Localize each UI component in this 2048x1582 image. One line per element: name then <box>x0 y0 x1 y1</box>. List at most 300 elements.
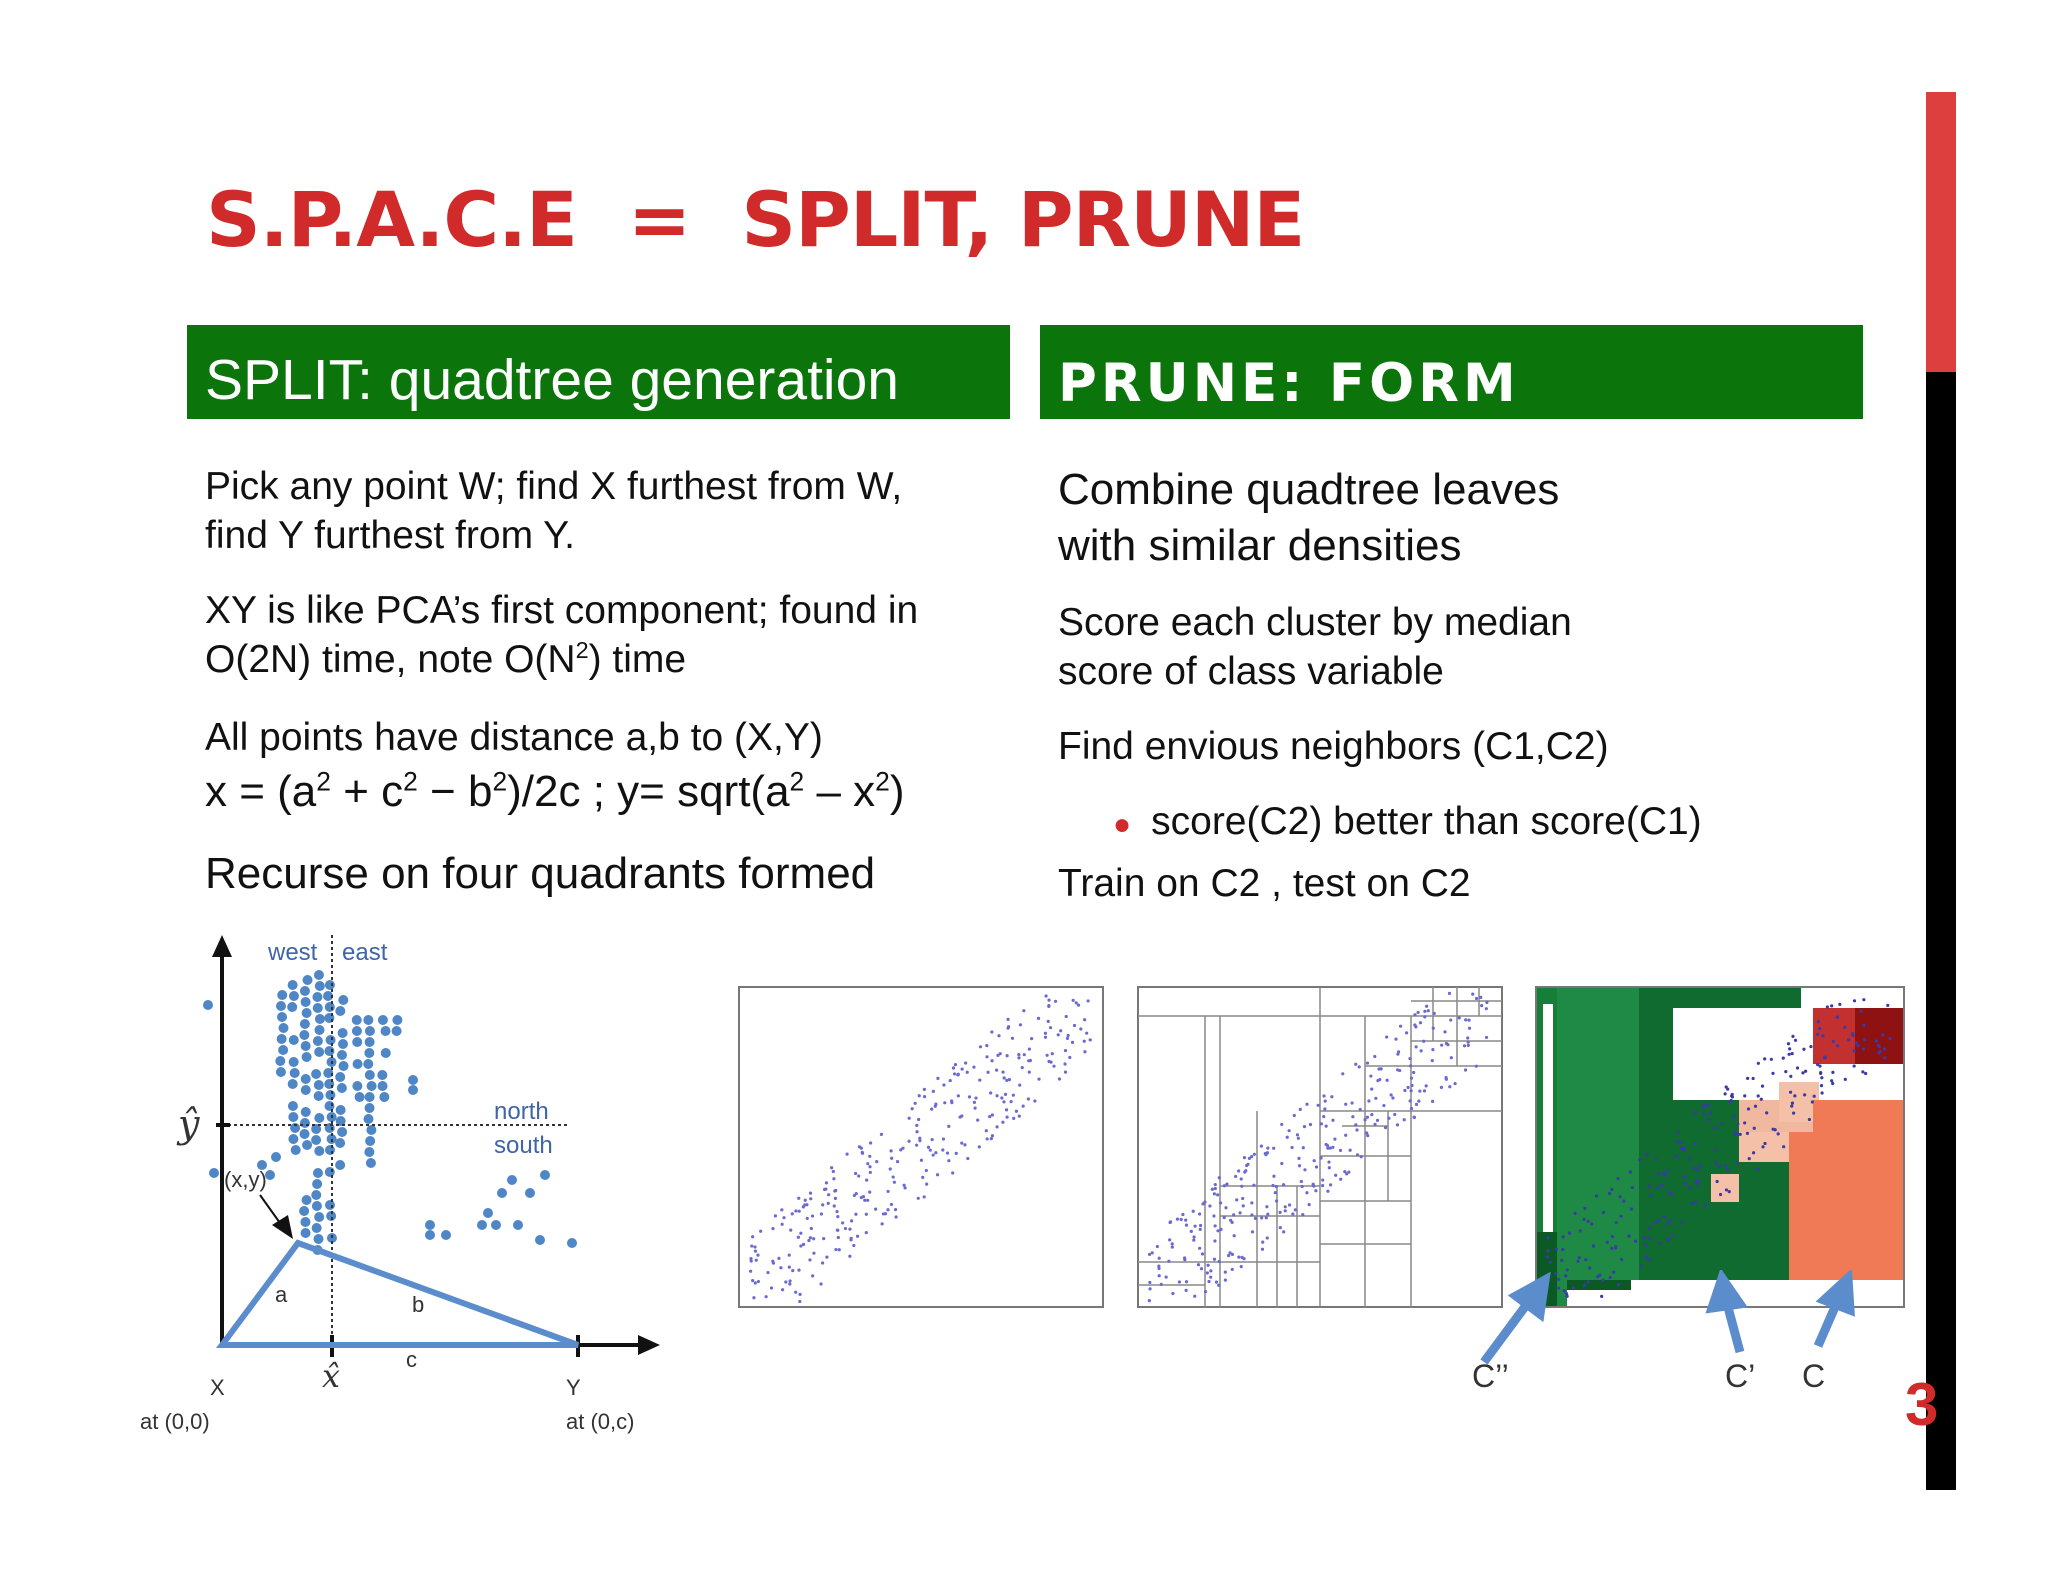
scatter-point <box>1420 1049 1423 1052</box>
scatter-point <box>1047 998 1050 1001</box>
data-point <box>337 1083 347 1093</box>
scatter-point <box>1331 1119 1334 1122</box>
scatter-point <box>991 1134 994 1137</box>
scatter-point <box>1853 999 1856 1002</box>
scatter-point <box>1206 1264 1209 1267</box>
scatter-point <box>823 1188 826 1191</box>
data-point <box>289 1035 299 1045</box>
scatter-point <box>1321 1178 1324 1181</box>
scatter-point <box>1403 1118 1406 1121</box>
scatter-point <box>1301 1185 1304 1188</box>
scatter-point <box>1351 1115 1354 1118</box>
scatter-point <box>1293 1114 1296 1117</box>
y-axis-arrow <box>212 935 232 957</box>
scatter-point <box>1017 1056 1020 1059</box>
scatter-point <box>1017 1053 1020 1056</box>
scatter-point <box>1360 1155 1363 1158</box>
sidebar-accent-black <box>1926 372 1956 1490</box>
scatter-point <box>1083 1050 1086 1053</box>
scatter-point <box>1743 1121 1746 1124</box>
data-point <box>325 1200 335 1210</box>
scatter-point <box>811 1274 814 1277</box>
data-point <box>277 1012 287 1022</box>
scatter-point <box>968 1095 971 1098</box>
scatter-point <box>788 1279 791 1282</box>
scatter-point <box>1432 1027 1435 1030</box>
scatter-point <box>1709 1112 1712 1115</box>
scatter-point <box>1647 1237 1650 1240</box>
scatter-point <box>1688 1186 1691 1189</box>
scatter-point <box>1549 1261 1552 1264</box>
scatter-point <box>1384 1126 1387 1129</box>
scatter-point <box>1261 1241 1264 1244</box>
scatter-point <box>771 1227 774 1230</box>
scatter-point <box>1021 1066 1024 1069</box>
scatter-point <box>1243 1156 1246 1159</box>
scatter-point <box>930 1108 933 1111</box>
scatter-point <box>1064 1071 1067 1074</box>
scatter-point <box>1394 1038 1397 1041</box>
scatter-point <box>1059 1029 1062 1032</box>
data-point <box>363 1015 373 1025</box>
scatter-point <box>1706 1104 1709 1107</box>
scatter-point <box>1374 1097 1377 1100</box>
scatter-point <box>1157 1267 1160 1270</box>
scatter-point <box>1051 1052 1054 1055</box>
scatter-point <box>1415 1045 1418 1048</box>
scatter-point <box>1224 1206 1227 1209</box>
scatter-point <box>1363 1118 1366 1121</box>
scatter-point <box>749 1270 752 1273</box>
scatter-point <box>797 1236 800 1239</box>
data-point <box>279 1023 289 1033</box>
scatter-point <box>1415 1103 1418 1106</box>
xy-label: (x,y) <box>224 1167 267 1192</box>
scatter-point <box>942 1137 945 1140</box>
scatter-point <box>1049 1060 1052 1063</box>
scatter-point <box>1853 1049 1856 1052</box>
scatter-point <box>1333 1138 1336 1141</box>
data-point <box>291 1145 301 1155</box>
scatter-point <box>1450 1056 1453 1059</box>
scatter-point <box>1821 1034 1824 1037</box>
scatter-point <box>788 1266 791 1269</box>
data-point <box>355 1092 365 1102</box>
cluster-label-c: C <box>1802 1358 1826 1394</box>
c-arrowhead <box>1824 1278 1850 1310</box>
scatter-point <box>1181 1213 1184 1216</box>
scatter-point <box>1001 1121 1004 1124</box>
scatter-point <box>1817 1020 1820 1023</box>
scatter-point <box>1467 1044 1470 1047</box>
scatter-point <box>845 1153 848 1156</box>
slide-title: S.P.A.C.E = SPLIT, PRUNE <box>206 175 1305 264</box>
scatter-point <box>1820 1076 1823 1079</box>
scatter-point <box>1305 1103 1308 1106</box>
data-point <box>365 1037 375 1047</box>
scatter-point <box>1260 1144 1263 1147</box>
scatter-point <box>1719 1193 1722 1196</box>
scatter-point <box>1349 1149 1352 1152</box>
scatter-point <box>894 1208 897 1211</box>
scatter-point <box>1198 1212 1201 1215</box>
scatter-point <box>1878 1045 1881 1048</box>
scatter-point <box>1816 1033 1819 1036</box>
scatter-point <box>807 1239 810 1242</box>
split-p2-line1: XY is like PCA’s first component; found in <box>205 589 919 632</box>
scatter-point <box>1300 1180 1303 1183</box>
scatter-point <box>1660 1184 1663 1187</box>
data-point <box>339 1061 349 1071</box>
scatter-point <box>991 1113 994 1116</box>
scatter-point <box>1313 1159 1316 1162</box>
scatter-point <box>1029 1059 1032 1062</box>
scatter-point <box>1006 1054 1009 1057</box>
scatter-point <box>1631 1186 1634 1189</box>
scatter-point <box>941 1148 944 1151</box>
scatter-point <box>1422 1040 1425 1043</box>
scatter-point <box>1676 1140 1679 1143</box>
scatter-point <box>1280 1162 1283 1165</box>
scatter-point <box>1231 1253 1234 1256</box>
prune-bullet-item <box>1113 797 1702 849</box>
scatter-point <box>1303 1125 1306 1128</box>
scatter-point <box>1406 1086 1409 1089</box>
data-point <box>540 1170 550 1180</box>
scatter-point <box>976 1118 979 1121</box>
scatter-point <box>774 1214 777 1217</box>
scatter-point <box>950 1099 953 1102</box>
scatter-point <box>1647 1226 1650 1229</box>
scatter-point <box>1463 1044 1466 1047</box>
scatter-point <box>1272 1175 1275 1178</box>
scatter-point <box>1198 1247 1201 1250</box>
scatter-point <box>1047 1020 1050 1023</box>
data-point <box>301 1107 311 1117</box>
scatter-point <box>1448 1085 1451 1088</box>
scatter-point <box>1248 1157 1251 1160</box>
scatter-point <box>1344 1134 1347 1137</box>
scatter-point <box>854 1172 857 1175</box>
scatter-point <box>1009 1100 1012 1103</box>
scatter-point <box>791 1212 794 1215</box>
scatter-point <box>990 1137 993 1140</box>
scatter-point <box>1049 1026 1052 1029</box>
scatter-point <box>1324 1099 1327 1102</box>
scatter-point <box>915 1124 918 1127</box>
scatter-point <box>961 1067 964 1070</box>
data-point <box>352 1015 362 1025</box>
scatter-point <box>1241 1197 1244 1200</box>
scatter-point <box>1757 1062 1760 1065</box>
scatter-point <box>1057 1033 1060 1036</box>
scatter-point <box>920 1159 923 1162</box>
scatter-point <box>1399 1025 1402 1028</box>
scatter-point <box>809 1236 812 1239</box>
scatter-point <box>1883 1047 1886 1050</box>
scatter-point <box>1667 1238 1670 1241</box>
scatter-point <box>1458 1016 1461 1019</box>
prune-p1-line1: Combine quadtree leaves <box>1058 465 1560 514</box>
scatter-point <box>1853 1064 1856 1067</box>
scatter-point <box>827 1193 830 1196</box>
scatter-point <box>1044 1032 1047 1035</box>
scatter-point <box>1354 1063 1357 1066</box>
scatter-point <box>934 1105 937 1108</box>
scatter-point <box>1339 1178 1342 1181</box>
scatter-point <box>1724 1092 1727 1095</box>
scatter-point <box>1350 1101 1353 1104</box>
scatter-point <box>865 1213 868 1216</box>
scatter-point <box>821 1203 824 1206</box>
scatter-point <box>1158 1274 1161 1277</box>
scatter-point <box>925 1183 928 1186</box>
east-label: east <box>342 939 388 966</box>
scatter-point <box>750 1259 753 1262</box>
data-point <box>325 1167 335 1177</box>
scatter-point <box>1694 1181 1697 1184</box>
data-point <box>288 1079 298 1089</box>
data-point <box>335 1160 345 1170</box>
scatter-point <box>772 1261 775 1264</box>
scatter-point <box>1606 1241 1609 1244</box>
scatter-point <box>1793 1094 1796 1097</box>
scatter-point <box>923 1195 926 1198</box>
scatter-point <box>1444 1076 1447 1079</box>
scatter-point <box>1030 1037 1033 1040</box>
prune-paragraph-4: Train on C2 , test on C2 <box>1058 862 1471 905</box>
scatter-point <box>1739 1133 1742 1136</box>
scatter-point <box>1818 1027 1821 1030</box>
scatter-point <box>1297 1137 1300 1140</box>
north-label: north <box>494 1098 549 1125</box>
scatter-point <box>794 1209 797 1212</box>
data-point <box>379 1092 389 1102</box>
scatter-point <box>1412 1071 1415 1074</box>
scatter-point <box>789 1229 792 1232</box>
scatter-point <box>1693 1111 1696 1114</box>
scatter-point <box>1171 1245 1174 1248</box>
data-point <box>337 1127 347 1137</box>
scatter-point <box>1326 1190 1329 1193</box>
scatter-point <box>822 1237 825 1240</box>
scatter-point <box>1339 1149 1342 1152</box>
scatter-point <box>1756 1167 1759 1170</box>
scatter-point <box>1413 1116 1416 1119</box>
scatter-point <box>1225 1183 1228 1186</box>
scatter-point <box>821 1261 824 1264</box>
scatter-point <box>1052 1065 1055 1068</box>
scatter-point <box>1647 1258 1650 1261</box>
scatter-point <box>1610 1188 1613 1191</box>
scatter-point <box>1403 1089 1406 1092</box>
scatter-point <box>1180 1218 1183 1221</box>
scatter-point <box>1702 1106 1705 1109</box>
scatter-point <box>954 1063 957 1066</box>
scatter-point <box>784 1280 787 1283</box>
scatter-point <box>973 1107 976 1110</box>
data-point <box>314 1080 324 1090</box>
west-label: west <box>268 939 318 966</box>
scatter-point <box>1431 1048 1434 1051</box>
scatter-point <box>1067 1034 1070 1037</box>
data-point <box>381 1048 391 1058</box>
scatter-point <box>1789 1091 1792 1094</box>
data-point <box>365 1026 375 1036</box>
scatter-point <box>1265 1216 1268 1219</box>
scatter-point <box>1197 1263 1200 1266</box>
scatter-point <box>1410 1089 1413 1092</box>
scatter-point <box>1373 1055 1376 1058</box>
scatter-point <box>995 1125 998 1128</box>
scatter-point <box>1324 1143 1327 1146</box>
scatter-point <box>1073 1024 1076 1027</box>
scatter-point <box>985 1055 988 1058</box>
scatter-point <box>1015 1110 1018 1113</box>
scatter-point <box>1290 1146 1293 1149</box>
scatter-point <box>908 1117 911 1120</box>
data-point <box>209 1168 219 1178</box>
scatter-point <box>1560 1259 1563 1262</box>
scatter-point <box>1830 1004 1833 1007</box>
scatter-point <box>1280 1123 1283 1126</box>
scatter-point <box>1386 1079 1389 1082</box>
prune-p2-line1: Score each cluster by median <box>1058 601 1572 644</box>
scatter-point <box>973 1101 976 1104</box>
scatter-point <box>1425 1005 1428 1008</box>
scatter-point <box>884 1212 887 1215</box>
scatter-point <box>798 1210 801 1213</box>
data-point <box>315 981 325 991</box>
scatter-point <box>914 1102 917 1105</box>
data-point <box>311 1069 321 1079</box>
scatter-point <box>1620 1258 1623 1261</box>
scatter-point <box>1702 1113 1705 1116</box>
scatter-point <box>1714 1149 1717 1152</box>
scatter-point <box>1006 1027 1009 1030</box>
scatter-point <box>952 1066 955 1069</box>
data-point <box>315 1014 325 1024</box>
scatter-point <box>1054 1000 1057 1003</box>
scatter-point <box>869 1141 872 1144</box>
scatter-point <box>1272 1147 1275 1150</box>
scatter-point <box>1794 1039 1797 1042</box>
scatter-point <box>1446 1043 1449 1046</box>
scatter-point <box>986 1071 989 1074</box>
data-point <box>441 1230 451 1240</box>
scatter-point <box>799 1232 802 1235</box>
scatter-point <box>1405 1031 1408 1034</box>
data-point <box>567 1238 577 1248</box>
scatter-point <box>1266 1236 1269 1239</box>
scatter-point <box>1804 1070 1807 1073</box>
scatter-point <box>1425 1084 1428 1087</box>
data-point <box>299 1030 309 1040</box>
scatter-point <box>757 1280 760 1283</box>
scatter-point <box>766 1271 769 1274</box>
scatter-point <box>1185 1224 1188 1227</box>
scatter-point <box>1185 1280 1188 1283</box>
prune-paragraph-1 <box>1058 462 1559 574</box>
scatter-point <box>1071 1041 1074 1044</box>
scatter-point <box>917 1118 920 1121</box>
scatter-point <box>1409 1099 1412 1102</box>
scatter-point <box>1675 1155 1678 1158</box>
data-point <box>325 1090 335 1100</box>
data-point <box>301 1085 311 1095</box>
scatter-point <box>838 1248 841 1251</box>
scatter-point <box>1275 1185 1278 1188</box>
scatter-point <box>1296 1133 1299 1136</box>
scatter-point <box>1423 1015 1426 1018</box>
scatter-point <box>799 1244 802 1247</box>
scatter-point <box>1862 998 1865 1001</box>
scatter-point <box>1018 1115 1021 1118</box>
data-point <box>300 1129 310 1139</box>
data-point <box>276 1067 286 1077</box>
scatter-point <box>889 1149 892 1152</box>
scatter-point <box>1615 1221 1618 1224</box>
scatter-point <box>1396 1123 1399 1126</box>
south-label: south <box>494 1132 553 1159</box>
data-point <box>314 970 324 980</box>
scatter-point <box>1303 1168 1306 1171</box>
scatter-point <box>1279 1226 1282 1229</box>
scatter-point <box>1376 1119 1379 1122</box>
scatter-point <box>1682 1149 1685 1152</box>
data-point <box>335 1072 345 1082</box>
scatter-point <box>1655 1157 1658 1160</box>
cluster-panel <box>1535 986 1905 1308</box>
scatter-point <box>754 1281 757 1284</box>
scatter-point <box>1680 1147 1683 1150</box>
scatter-point <box>1801 1071 1804 1074</box>
data-point <box>288 1112 298 1122</box>
scatter-point <box>1573 1212 1576 1215</box>
scatter-point <box>1244 1169 1247 1172</box>
scatter-point <box>963 1143 966 1146</box>
scatter-point <box>1590 1222 1593 1225</box>
data-point <box>301 1074 311 1084</box>
scatter-point <box>1752 1151 1755 1154</box>
scatter-point <box>890 1157 893 1160</box>
prune-paragraph-3: Find envious neighbors (C1,C2) <box>1058 725 1609 768</box>
scatter-point <box>1413 1013 1416 1016</box>
scatter-point <box>1387 1117 1390 1120</box>
scatter-point <box>856 1235 859 1238</box>
data-point <box>300 1217 310 1227</box>
scatter-point <box>1354 1123 1357 1126</box>
data-point <box>314 1091 324 1101</box>
scatter-point <box>1546 1249 1549 1252</box>
scatter-point <box>1190 1230 1193 1233</box>
scatter-point <box>1203 1200 1206 1203</box>
scatter-point <box>1409 1064 1412 1067</box>
scatter-point <box>1291 1212 1294 1215</box>
scatter-point <box>1583 1207 1586 1210</box>
scatter-point <box>1199 1228 1202 1231</box>
scatter-point <box>1331 1146 1334 1149</box>
data-point <box>287 1002 297 1012</box>
scatter-point <box>915 1130 918 1133</box>
scatter-point <box>780 1208 783 1211</box>
scatter-point <box>1816 1063 1819 1066</box>
data-point <box>289 1057 299 1067</box>
scatter-point <box>1165 1275 1168 1278</box>
scatter-point <box>875 1160 878 1163</box>
data-point <box>313 1234 323 1244</box>
scatter-point <box>1720 1121 1723 1124</box>
